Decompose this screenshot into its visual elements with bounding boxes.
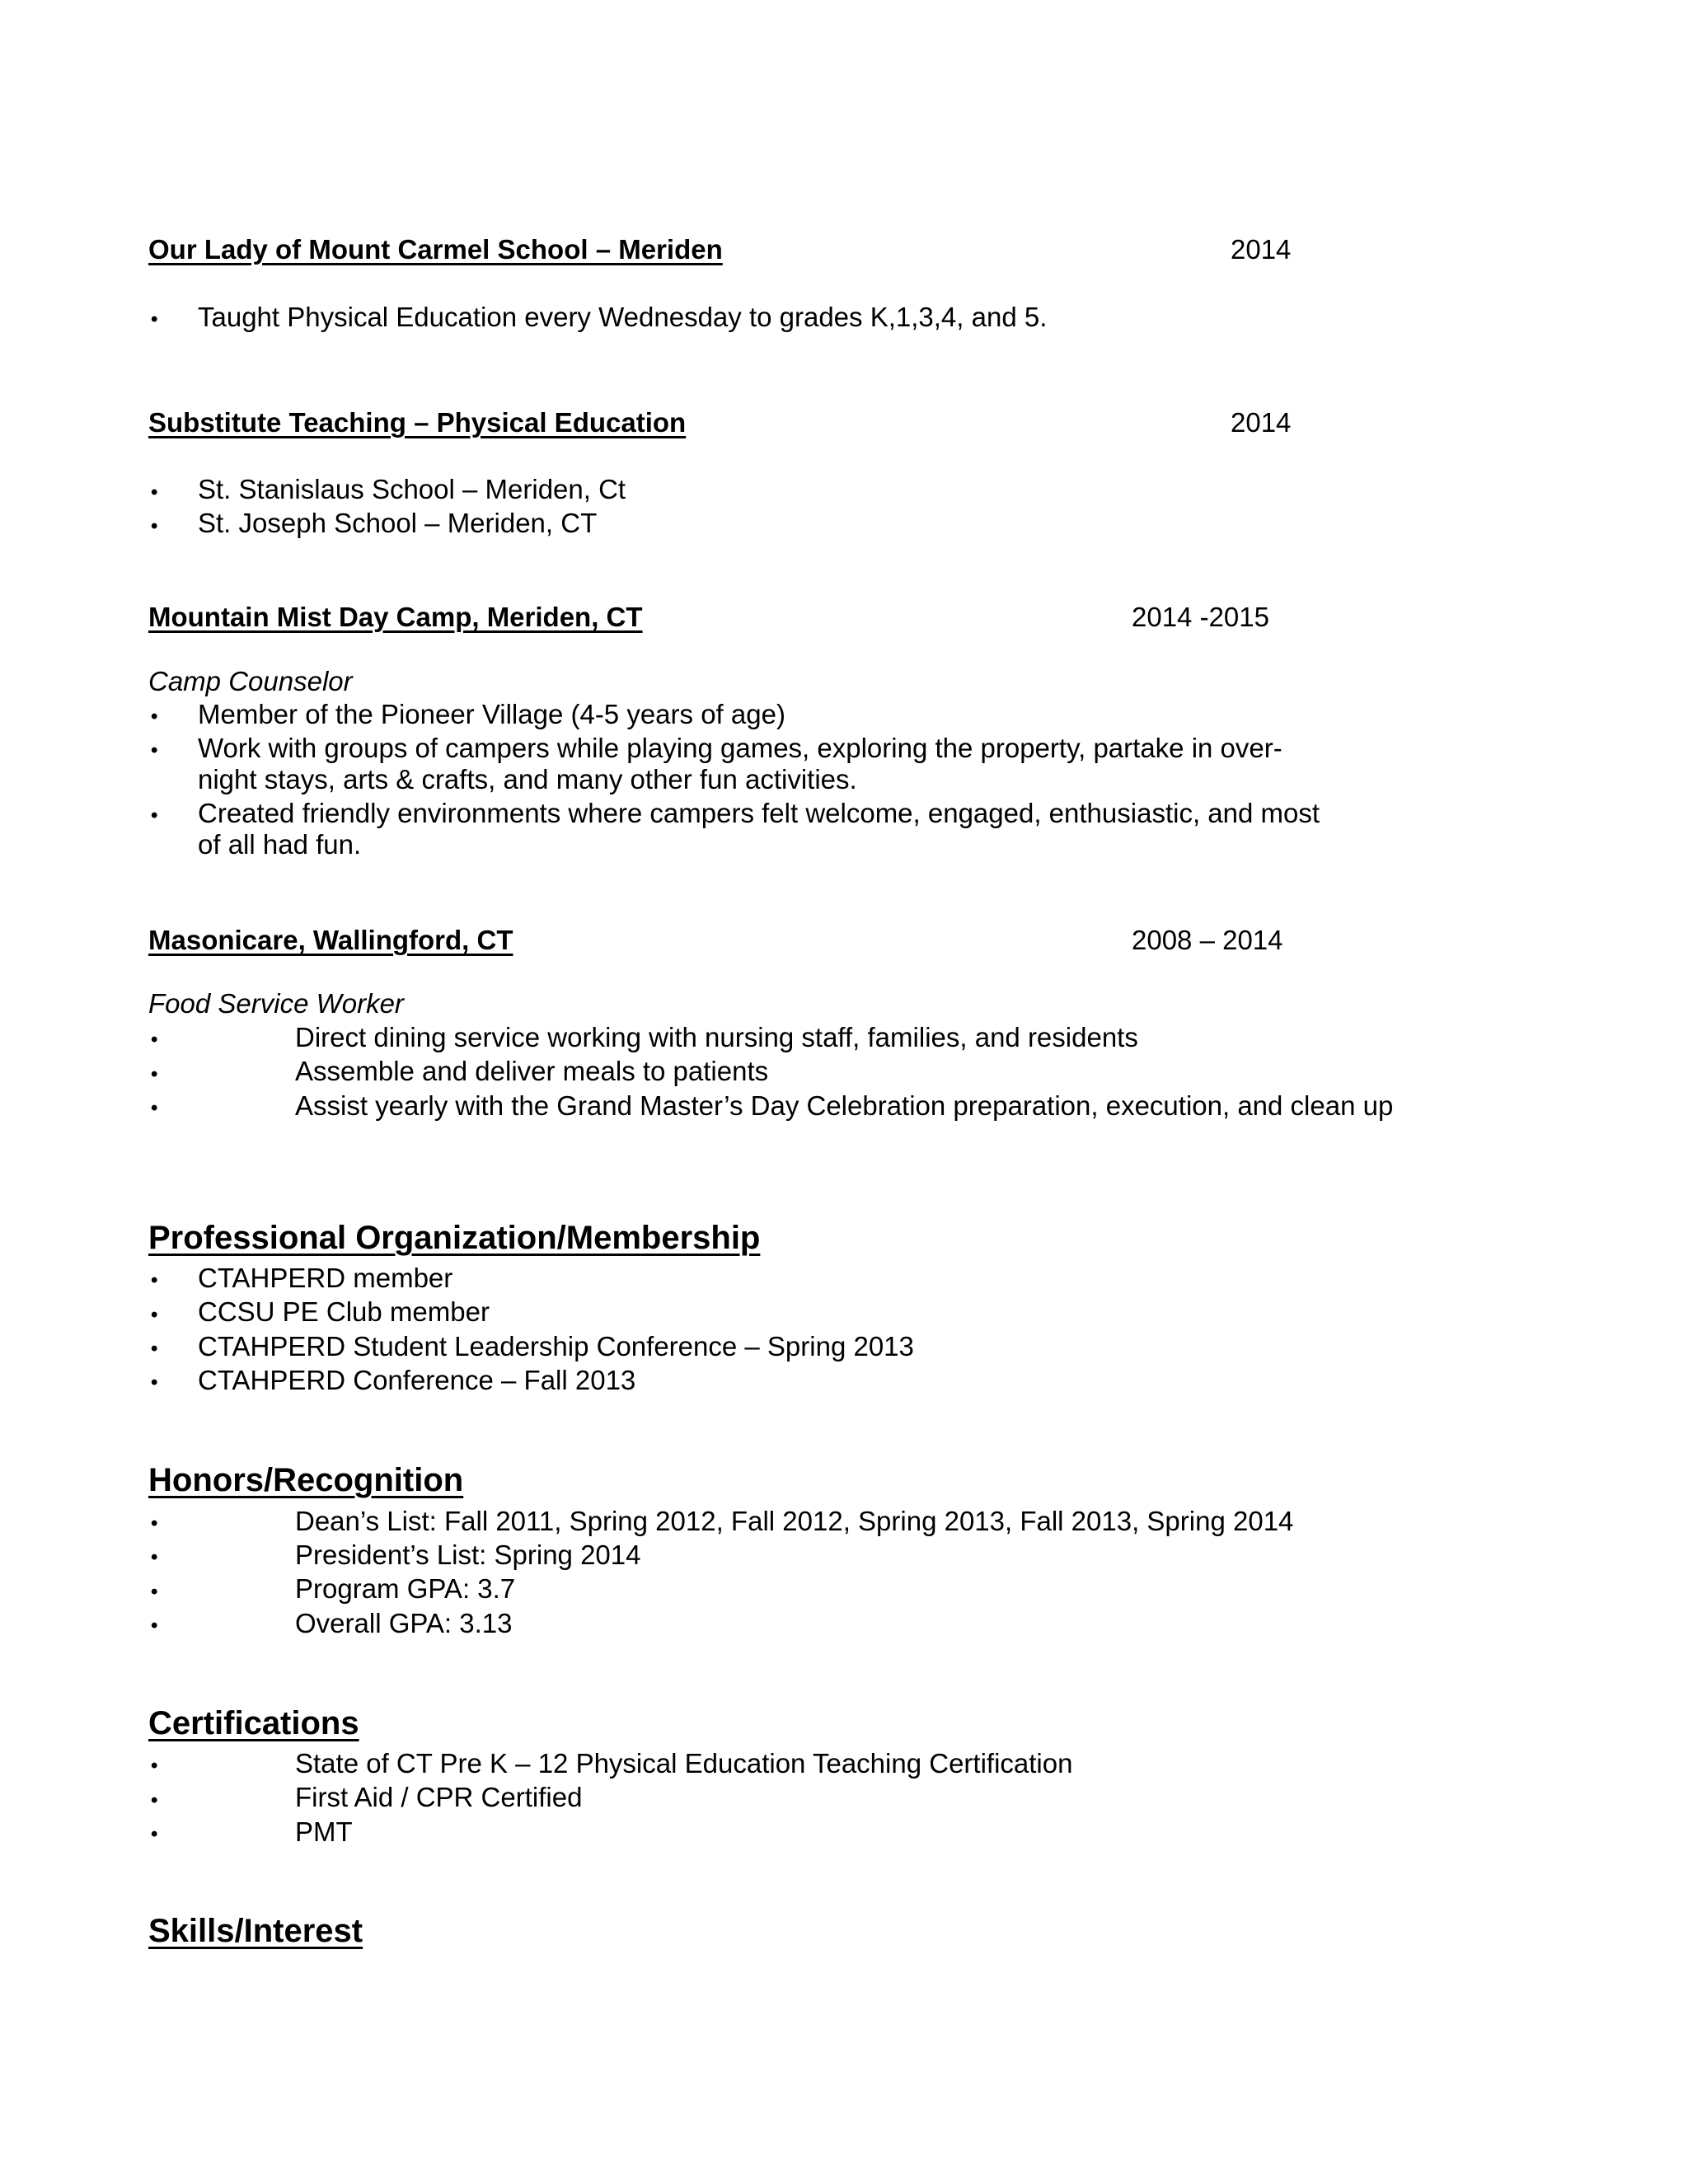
list-item: CTAHPERD Student Leadership Conference – Spring 2013 — [198, 1331, 914, 1361]
job-bullet-continued: night stays, arts & crafts, and many other fun activities. — [198, 764, 857, 794]
section-heading-skills: Skills/Interest — [148, 1913, 363, 1949]
bullet-icon: • — [151, 1755, 158, 1777]
job-bullet: Assist yearly with the Grand Master’s Day Celebration preparation, execution, and clean up — [295, 1090, 1394, 1121]
bullet-icon: • — [151, 1615, 158, 1637]
list-item: CTAHPERD member — [198, 1263, 453, 1293]
job-title: Substitute Teaching – Physical Education — [148, 407, 687, 438]
job-title: Our Lady of Mount Carmel School – Meriden — [148, 234, 723, 265]
job-bullet: Work with groups of campers while playing games, exploring the property, partake in over- — [198, 733, 1282, 763]
bullet-icon: • — [151, 1269, 158, 1291]
bullet-icon: • — [151, 804, 158, 827]
bullet-icon: • — [151, 1546, 158, 1568]
job-bullet: Created friendly environments where campers felt welcome, engaged, enthusiastic, and most — [198, 798, 1320, 828]
job-bullet-continued: of all had fun. — [198, 829, 362, 860]
list-item: Overall GPA: 3.13 — [295, 1608, 513, 1638]
section-heading-honors: Honors/Recognition — [148, 1462, 464, 1498]
job-bullet: St. Stanislaus School – Meriden, Ct — [198, 474, 626, 504]
bullet-icon: • — [151, 1338, 158, 1360]
list-item: CCSU PE Club member — [198, 1296, 490, 1327]
job-bullet: Member of the Pioneer Village (4-5 years of age) — [198, 699, 785, 729]
bullet-icon: • — [151, 1512, 158, 1535]
bullet-icon: • — [151, 1371, 158, 1394]
list-item: CTAHPERD Conference – Fall 2013 — [198, 1365, 636, 1395]
list-item: PMT — [295, 1816, 353, 1847]
bullet-icon: • — [151, 481, 158, 504]
job-date: 2008 – 2014 — [1132, 925, 1283, 955]
bullet-icon: • — [151, 1063, 158, 1085]
bullet-icon: • — [151, 1581, 158, 1603]
job-title: Mountain Mist Day Camp, Meriden, CT — [148, 602, 643, 632]
list-item: Program GPA: 3.7 — [295, 1573, 516, 1604]
job-date: 2014 -2015 — [1132, 602, 1269, 632]
job-role: Food Service Worker — [148, 988, 404, 1019]
bullet-icon: • — [151, 1097, 158, 1119]
bullet-icon: • — [151, 1029, 158, 1051]
job-bullet: Assemble and deliver meals to patients — [295, 1056, 769, 1086]
job-role: Camp Counselor — [148, 666, 353, 696]
bullet-icon: • — [151, 515, 158, 537]
job-date: 2014 — [1231, 234, 1292, 265]
job-bullet: St. Joseph School – Meriden, CT — [198, 508, 598, 538]
bullet-icon: • — [151, 308, 158, 330]
bullet-icon: • — [151, 1823, 158, 1845]
job-bullet: Taught Physical Education every Wednesday to grades K,1,3,4, and 5. — [198, 302, 1048, 332]
list-item: State of CT Pre K – 12 Physical Education Teaching Certification — [295, 1748, 1073, 1779]
bullet-icon: • — [151, 1789, 158, 1811]
list-item: First Aid / CPR Certified — [295, 1782, 583, 1812]
list-item: President’s List: Spring 2014 — [295, 1540, 641, 1570]
bullet-icon: • — [151, 1304, 158, 1326]
section-heading-professional: Professional Organization/Membership — [148, 1220, 761, 1256]
job-title: Masonicare, Wallingford, CT — [148, 925, 513, 955]
list-item: Dean’s List: Fall 2011, Spring 2012, Fall 2012, Spring 2013, Fall 2013, Spring 2014 — [295, 1506, 1294, 1536]
job-date: 2014 — [1231, 407, 1292, 438]
job-bullet: Direct dining service working with nursing staff, families, and residents — [295, 1022, 1138, 1052]
bullet-icon: • — [151, 739, 158, 762]
section-heading-certifications: Certifications — [148, 1705, 359, 1741]
bullet-icon: • — [151, 705, 158, 728]
